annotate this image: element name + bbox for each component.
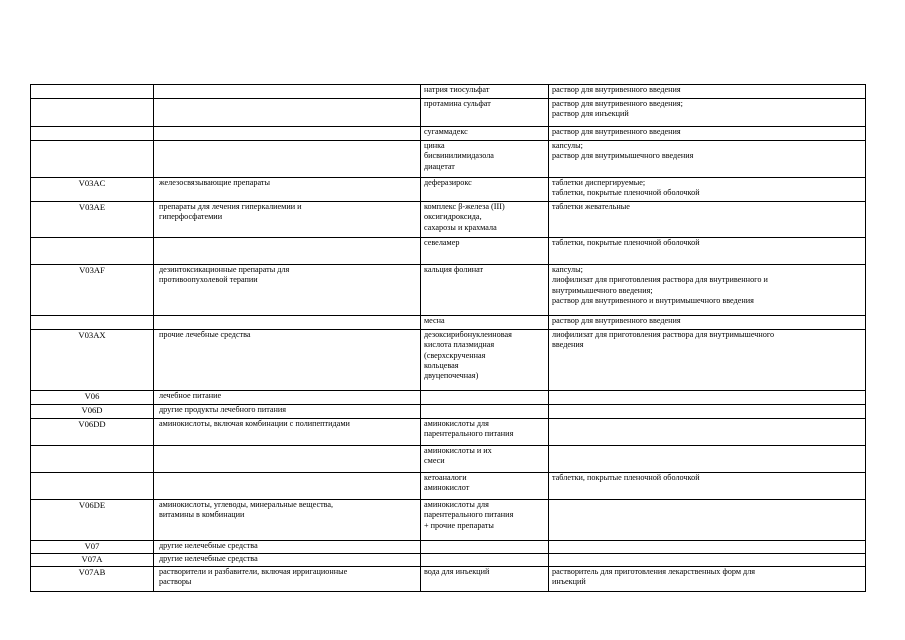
group-name-cell: другие нелечебные средства xyxy=(154,541,421,554)
table-row xyxy=(31,405,866,419)
table-row xyxy=(31,85,866,99)
drug-name-cell: аминокислоты и их смеси xyxy=(421,446,549,473)
dosage-form-cell: раствор для внутривенного введения xyxy=(549,127,866,141)
atc-code-cell xyxy=(31,446,154,473)
table-row xyxy=(31,178,866,202)
group-name-cell: лечебное питание xyxy=(154,391,421,405)
table-row xyxy=(31,567,866,592)
atc-code-cell: V06D xyxy=(31,405,154,419)
group-name-cell: растворители и разбавители, включая ирригационные растворы xyxy=(154,567,421,592)
drug-name-cell: месна xyxy=(421,316,549,330)
dosage-form-cell xyxy=(549,500,866,541)
table-row xyxy=(31,391,866,405)
atc-code-cell: V07AB xyxy=(31,567,154,592)
dosage-form-cell: таблетки, покрытые пленочной оболочкой xyxy=(549,473,866,500)
group-name-cell xyxy=(154,127,421,141)
drug-name-cell: деферазирокс xyxy=(421,178,549,202)
drug-name-cell: кетоаналоги аминокислот xyxy=(421,473,549,500)
dosage-form-cell: капсулы; раствор для внутримышечного введения xyxy=(549,141,866,178)
drug-classification-table xyxy=(30,84,866,592)
table-row xyxy=(31,238,866,265)
atc-code-cell: V03AX xyxy=(31,330,154,391)
atc-code-cell: V06DD xyxy=(31,419,154,446)
atc-code-cell: V03AE xyxy=(31,202,154,238)
atc-code-cell: V07A xyxy=(31,554,154,567)
dosage-form-cell: раствор для внутривенного введения xyxy=(549,85,866,99)
drug-name-cell: протамина сульфат xyxy=(421,99,549,127)
drug-name-cell: дезоксирибонуклеиновая кислота плазмидная (сверхскрученная кольцевая двуцепочечная) xyxy=(421,330,549,391)
dosage-form-cell xyxy=(549,446,866,473)
dosage-form-cell xyxy=(549,419,866,446)
group-name-cell: железосвязывающие препараты xyxy=(154,178,421,202)
group-name-cell xyxy=(154,238,421,265)
dosage-form-cell xyxy=(549,554,866,567)
group-name-cell: другие нелечебные средства xyxy=(154,554,421,567)
table-row xyxy=(31,265,866,316)
atc-code-cell xyxy=(31,85,154,99)
dosage-form-cell: раствор для внутривенного введения; раствор для инъекций xyxy=(549,99,866,127)
dosage-form-cell xyxy=(549,391,866,405)
group-name-cell xyxy=(154,446,421,473)
table-row xyxy=(31,99,866,127)
drug-name-cell: аминокислоты для парентерального питания xyxy=(421,419,549,446)
atc-code-cell xyxy=(31,99,154,127)
table-row xyxy=(31,446,866,473)
group-name-cell xyxy=(154,316,421,330)
atc-code-cell: V06 xyxy=(31,391,154,405)
group-name-cell: другие продукты лечебного питания xyxy=(154,405,421,419)
drug-name-cell: натрия тиосульфат xyxy=(421,85,549,99)
atc-code-cell: V03AF xyxy=(31,265,154,316)
group-name-cell: аминокислоты, углеводы, минеральные вещества, витамины в комбинации xyxy=(154,500,421,541)
dosage-form-cell: раствор для внутривенного введения xyxy=(549,316,866,330)
table-row xyxy=(31,202,866,238)
drug-name-cell xyxy=(421,554,549,567)
group-name-cell xyxy=(154,141,421,178)
group-name-cell: дезинтоксикационные препараты для противоопухолевой терапии xyxy=(154,265,421,316)
atc-code-cell xyxy=(31,141,154,178)
group-name-cell xyxy=(154,85,421,99)
dosage-form-cell: лиофилизат для приготовления раствора для внутримышечного введения xyxy=(549,330,866,391)
group-name-cell: прочие лечебные средства xyxy=(154,330,421,391)
table-row xyxy=(31,500,866,541)
atc-code-cell: V06DE xyxy=(31,500,154,541)
table-row xyxy=(31,554,866,567)
atc-code-cell xyxy=(31,127,154,141)
group-name-cell xyxy=(154,473,421,500)
table-row xyxy=(31,473,866,500)
table-row xyxy=(31,127,866,141)
dosage-form-cell xyxy=(549,405,866,419)
dosage-form-cell xyxy=(549,541,866,554)
dosage-form-cell: таблетки жевательные xyxy=(549,202,866,238)
atc-code-cell xyxy=(31,238,154,265)
dosage-form-cell: растворитель для приготовления лекарственных форм для инъекций xyxy=(549,567,866,592)
drug-name-cell xyxy=(421,405,549,419)
drug-name-cell: севеламер xyxy=(421,238,549,265)
table-row xyxy=(31,419,866,446)
group-name-cell xyxy=(154,99,421,127)
atc-code-cell xyxy=(31,316,154,330)
table-row xyxy=(31,316,866,330)
dosage-form-cell: таблетки, покрытые пленочной оболочкой xyxy=(549,238,866,265)
atc-code-cell: V07 xyxy=(31,541,154,554)
dosage-form-cell: капсулы; лиофилизат для приготовления раствора для внутривенного и внутримышечного введения; раствор для внутривенного и внутримышечного введения xyxy=(549,265,866,316)
atc-code-cell: V03AC xyxy=(31,178,154,202)
table-row xyxy=(31,541,866,554)
table-row xyxy=(31,330,866,391)
drug-name-cell: сугаммадекс xyxy=(421,127,549,141)
drug-name-cell: аминокислоты для парентерального питания + прочие препараты xyxy=(421,500,549,541)
dosage-form-cell: таблетки диспергируемые; таблетки, покрытые пленочной оболочкой xyxy=(549,178,866,202)
drug-name-cell: кальция фолинат xyxy=(421,265,549,316)
atc-code-cell xyxy=(31,473,154,500)
drug-name-cell xyxy=(421,391,549,405)
table-row xyxy=(31,141,866,178)
group-name-cell: аминокислоты, включая комбинации с полипептидами xyxy=(154,419,421,446)
group-name-cell: препараты для лечения гиперкалиемии и гиперфосфатемии xyxy=(154,202,421,238)
drug-name-cell: цинка бисвинилимидазола диацетат xyxy=(421,141,549,178)
drug-name-cell xyxy=(421,541,549,554)
drug-name-cell: вода для инъекций xyxy=(421,567,549,592)
drug-name-cell: комплекс β-железа (III) оксигидроксида, сахарозы и крахмала xyxy=(421,202,549,238)
